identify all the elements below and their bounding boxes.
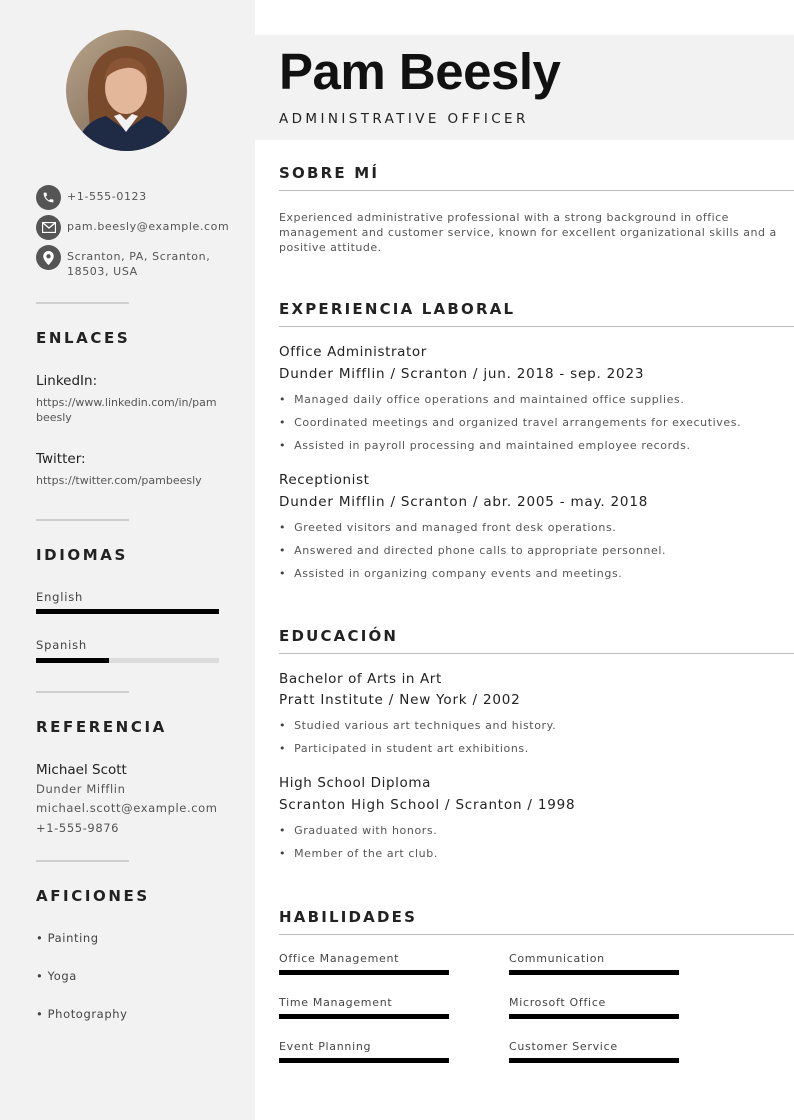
skill-name: Event Planning	[279, 1040, 372, 1053]
degree-name: Bachelor of Arts in Art	[279, 671, 442, 687]
reference-name: Michael Scott	[36, 762, 127, 778]
job-bullet: • Answered and directed phone calls to appropriate personnel.	[279, 544, 666, 557]
divider	[36, 691, 129, 693]
sidebar	[0, 0, 255, 1120]
job-bullet: • Assisted in organizing company events and meetings.	[279, 567, 622, 580]
skill-name: Communication	[509, 952, 605, 965]
skill-level-fill	[509, 1058, 679, 1063]
languages-heading: IDIOMAS	[36, 546, 128, 564]
phone-text: +1-555-0123	[67, 190, 147, 203]
job-title: ADMINISTRATIVE OFFICER	[279, 111, 529, 127]
job-role: Receptionist	[279, 472, 370, 488]
skill-level-fill	[509, 970, 679, 975]
hobby-item: • Photography	[36, 1007, 128, 1021]
job-bullet: • Greeted visitors and managed front desk operations.	[279, 521, 616, 534]
language-level-bar	[36, 609, 219, 614]
about-text: Experienced administrative professional with a strong background in office management and customer service, known for excellent organizational skills and a positive attitude.	[279, 211, 777, 254]
skill-level-bar	[509, 1058, 679, 1063]
profile-photo	[66, 30, 187, 151]
skill-level-bar	[509, 970, 679, 975]
language-level-fill	[36, 658, 109, 663]
section-rule	[279, 934, 794, 935]
hobby-label: Yoga	[47, 969, 77, 983]
hobby-label: Photography	[47, 1007, 128, 1021]
job-details: Dunder Mifflin / Scranton / abr. 2005 - may. 2018	[279, 494, 649, 510]
section-rule	[279, 190, 794, 191]
skill-level-bar	[279, 1014, 449, 1019]
language-level-bar	[36, 658, 219, 663]
hobby-label: Painting	[47, 931, 99, 945]
linkedin-url[interactable]: https://www.linkedin.com/in/pambeesly	[36, 396, 217, 424]
skill-level-fill	[279, 1014, 449, 1019]
skill-level-fill	[279, 1058, 449, 1063]
address-text: Scranton, PA, Scranton, 18503, USA	[67, 250, 211, 278]
section-rule	[279, 326, 794, 327]
reference-email[interactable]: michael.scott@example.com	[36, 801, 218, 815]
degree-bullet: • Studied various art techniques and history.	[279, 719, 556, 732]
degree-name: High School Diploma	[279, 775, 431, 791]
reference-heading: REFERENCIA	[36, 718, 167, 736]
degree-bullet: • Participated in student art exhibitions.	[279, 742, 529, 755]
person-name: Pam Beesly	[279, 43, 561, 100]
hobby-item: • Painting	[36, 931, 99, 945]
linkedin-label: LinkedIn:	[36, 373, 98, 389]
experience-heading: EXPERIENCIA LABORAL	[279, 300, 516, 318]
skill-name: Office Management	[279, 952, 400, 965]
language-name: English	[36, 590, 84, 604]
hobbies-heading: AFICIONES	[36, 887, 150, 905]
language-name: Spanish	[36, 638, 88, 652]
degree-details: Pratt Institute / New York / 2002	[279, 692, 521, 708]
degree-bullet: • Member of the art club.	[279, 847, 438, 860]
language-level-fill	[36, 609, 219, 614]
job-bullet: • Assisted in payroll processing and maintained employee records.	[279, 439, 691, 452]
email-text[interactable]: pam.beesly@example.com	[67, 220, 230, 233]
skill-level-bar	[279, 970, 449, 975]
education-heading: EDUCACIÓN	[279, 627, 399, 645]
skills-heading: HABILIDADES	[279, 908, 418, 926]
skill-level-bar	[279, 1058, 449, 1063]
twitter-label: Twitter:	[36, 451, 86, 467]
degree-bullet: • Graduated with honors.	[279, 824, 437, 837]
map-pin-icon	[36, 245, 61, 270]
twitter-url[interactable]: https://twitter.com/pambeesly	[36, 474, 202, 487]
reference-company: Dunder Mifflin	[36, 782, 126, 796]
divider	[36, 860, 129, 862]
skill-name: Microsoft Office	[509, 996, 607, 1009]
job-bullet: • Managed daily office operations and maintained office supplies.	[279, 393, 684, 406]
contact-email	[36, 215, 229, 240]
section-rule	[279, 653, 794, 654]
degree-details: Scranton High School / Scranton / 1998	[279, 797, 576, 813]
contact-phone	[36, 185, 147, 210]
job-bullet: • Coordinated meetings and organized travel arrangements for executives.	[279, 416, 741, 429]
job-role: Office Administrator	[279, 344, 427, 360]
job-details: Dunder Mifflin / Scranton / jun. 2018 - sep. 2023	[279, 366, 645, 382]
divider	[36, 302, 129, 304]
skill-name: Customer Service	[509, 1040, 618, 1053]
divider	[36, 519, 129, 521]
phone-icon	[36, 185, 61, 210]
skill-name: Time Management	[279, 996, 393, 1009]
reference-phone: +1-555-9876	[36, 821, 120, 835]
hobby-item: • Yoga	[36, 969, 77, 983]
envelope-icon	[36, 215, 61, 240]
skill-level-fill	[509, 1014, 679, 1019]
skill-level-fill	[279, 970, 449, 975]
about-heading: SOBRE MÍ	[279, 164, 380, 182]
contact-address	[36, 245, 212, 279]
links-heading: ENLACES	[36, 329, 131, 347]
skill-level-bar	[509, 1014, 679, 1019]
